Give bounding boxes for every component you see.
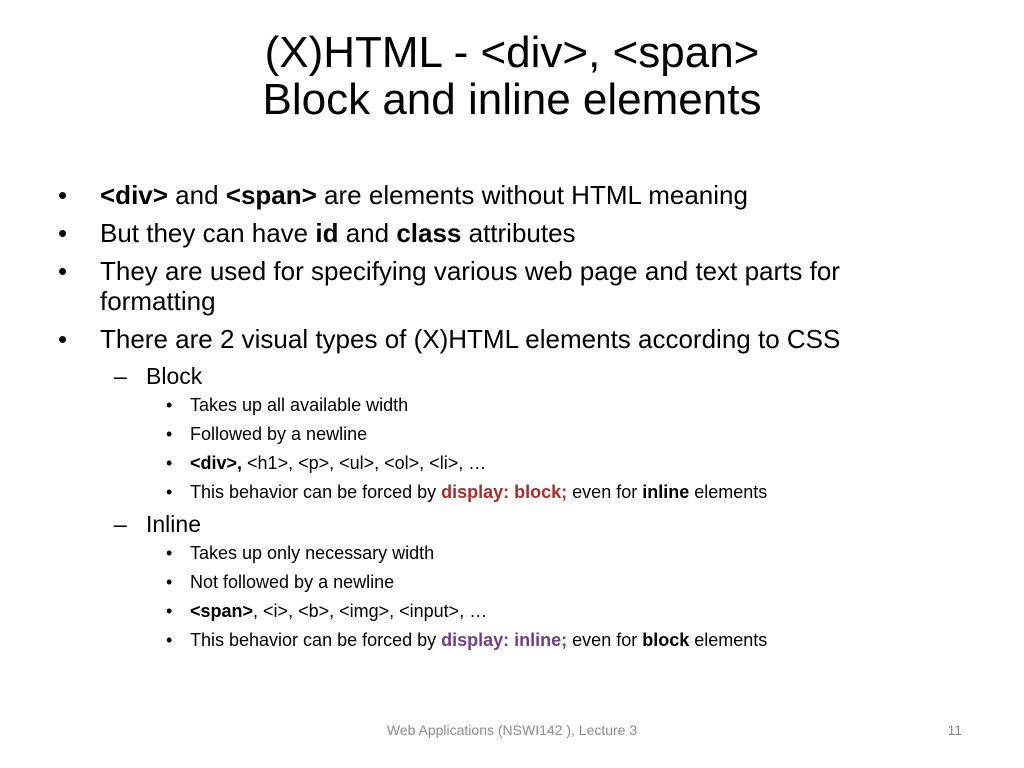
inline-item-4-text-b: even for — [567, 630, 643, 650]
inline-item-3-rest: , <i>, <b>, <img>, <input>, … — [253, 601, 488, 621]
bullet-icon: • — [166, 424, 173, 444]
dash-icon: – — [114, 511, 127, 537]
inline-item-3-strong: <span> — [190, 601, 254, 621]
bullet-1-text-b: are elements without HTML meaning — [316, 180, 748, 210]
inline-item-4-text-c: elements — [689, 630, 768, 650]
inline-item-4-strong: block — [642, 630, 690, 650]
bullet-2-text-a: But they can have — [100, 218, 316, 248]
slide-title-line-2: Block and inline elements — [262, 74, 762, 124]
block-item-4-strong: inline — [642, 482, 690, 502]
bullet-icon: • — [166, 572, 173, 592]
inline-item-1 — [58, 542, 958, 564]
bullet-1-strong-div: <div> — [100, 180, 168, 210]
bullet-1-strong-span: <span> — [225, 180, 317, 210]
bullet-item-3 — [58, 256, 958, 316]
block-item-4-text-b: even for — [567, 482, 643, 502]
block-item-4-text-c: elements — [689, 482, 768, 502]
slide-title — [0, 30, 1024, 123]
dash-icon: – — [114, 363, 127, 389]
bullet-2-strong-class: class — [396, 218, 462, 248]
bullet-icon: • — [166, 395, 173, 415]
bullet-icon: • — [58, 218, 68, 248]
slide-footer: Web Applications (NSWI142 ), Lecture 3 — [386, 722, 638, 738]
block-item-3-rest: <h1>, <p>, <ul>, <ol>, <li>, … — [242, 453, 487, 473]
subitem-block — [58, 362, 958, 390]
subitem-inline — [58, 510, 958, 538]
inline-item-4-code: display: inline; — [441, 630, 568, 650]
bullet-icon: • — [166, 453, 173, 473]
inline-item-4 — [58, 629, 958, 651]
bullet-icon: • — [58, 324, 68, 354]
bullet-2-text-b: and — [338, 218, 397, 248]
bullet-icon: • — [166, 630, 173, 650]
inline-item-3 — [58, 600, 958, 622]
page-number: 11 — [947, 722, 962, 738]
subitem-block-label: Block — [146, 363, 203, 389]
bullet-item-2 — [58, 218, 958, 248]
bullet-1-text-a: and — [167, 180, 226, 210]
bullet-item-1 — [58, 180, 958, 210]
slide-title-line-1: (X)HTML - <div>, <span> — [264, 28, 760, 77]
bullet-icon: • — [166, 601, 173, 621]
bullet-3-text: They are used for specifying various web page and text parts for formatting — [100, 256, 840, 316]
inline-item-2-text: Not followed by a newline — [190, 572, 395, 592]
block-item-4-text-a: This behavior can be forced by — [190, 482, 442, 502]
bullet-item-4 — [58, 324, 958, 354]
subitem-inline-label: Inline — [146, 511, 201, 537]
bullet-2-text-c: attributes — [461, 218, 576, 248]
block-item-2 — [58, 423, 958, 445]
block-item-3-strong: <div>, — [190, 453, 243, 473]
bullet-icon: • — [166, 543, 173, 563]
inline-item-2 — [58, 571, 958, 593]
bullet-icon: • — [58, 180, 68, 210]
inline-item-4-text-a: This behavior can be forced by — [190, 630, 442, 650]
bullet-2-strong-id: id — [315, 218, 339, 248]
block-item-3 — [58, 452, 958, 474]
block-item-4-code: display: block; — [441, 482, 568, 502]
slide-content — [58, 180, 958, 658]
block-item-1 — [58, 394, 958, 416]
block-item-4 — [58, 481, 958, 503]
inline-item-1-text: Takes up only necessary width — [190, 543, 435, 563]
bullet-icon: • — [58, 256, 68, 286]
bullet-icon: • — [166, 482, 173, 502]
bullet-4-text: There are 2 visual types of (X)HTML elements according to CSS — [100, 324, 841, 354]
block-item-1-text: Takes up all available width — [190, 395, 409, 415]
block-item-2-text: Followed by a newline — [190, 424, 368, 444]
